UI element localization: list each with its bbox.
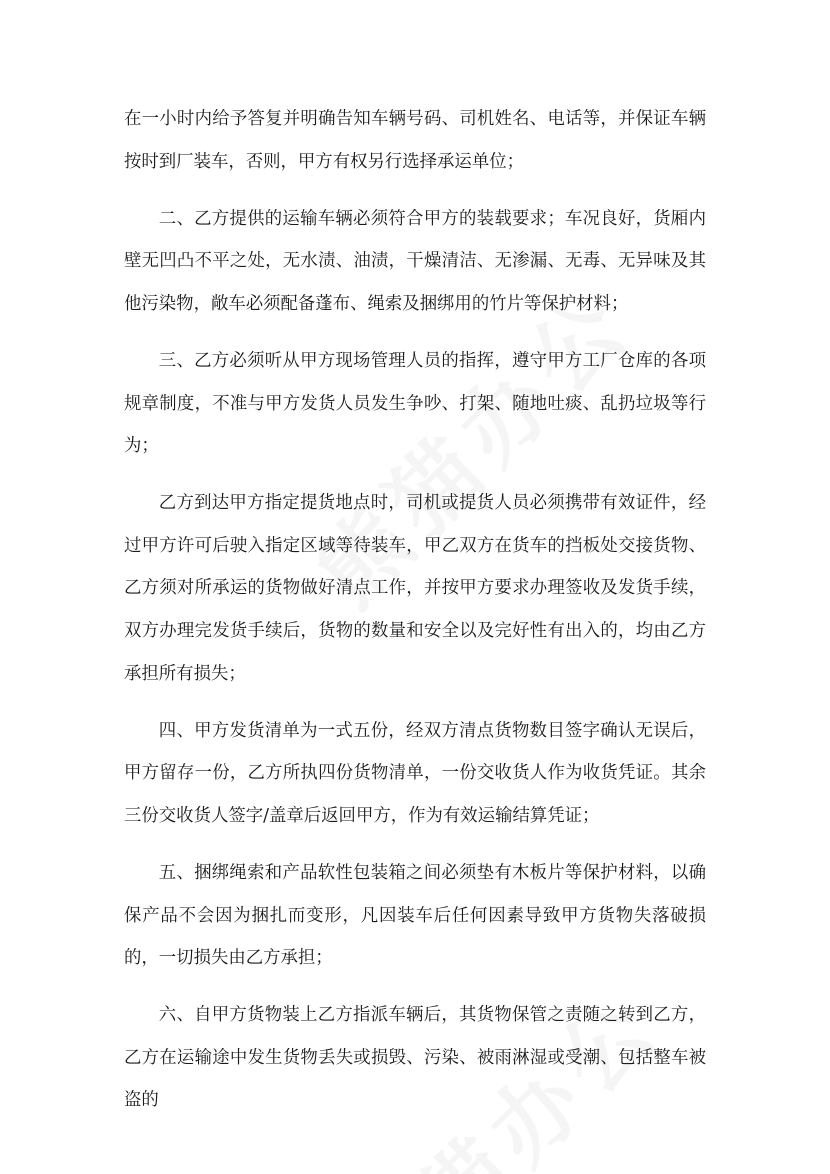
paragraph: 二、乙方提供的运输车辆必须符合甲方的装载要求；车况良好，货厢内壁无凹凸不平之处，无水渍、油渍，干燥清洁、无渗漏、无毒、无异味及其他污染物，敞车必须配备蓬布、绳索及捆绑用的竹片等保护材料； bbox=[124, 208, 706, 314]
paragraph: 六、自甲方货物装上乙方指派车辆后，其货物保管之责随之转到乙方，乙方在运输途中发生货物丢失或损毁、污染、被雨淋湿或受潮、包括整车被盗的 bbox=[124, 1005, 706, 1111]
paragraph: 在一小时内给予答复并明确告知车辆号码、司机姓名、电话等，并保证车辆按时到厂装车，否则，甲方有权另行选择承运单位； bbox=[124, 109, 706, 172]
paragraph: 乙方到达甲方指定提货地点时，司机或提货人员必须携带有效证件，经过甲方许可后驶入指定区域等待装车，甲乙双方在货车的挡板处交接货物、乙方须对所承运的货物做好清点工作，并按甲方要求办理签收及发货手续，双方办理完发货手续后，货物的数量和安全以及完好性有出入的，均由乙方承担所有损失； bbox=[124, 493, 706, 684]
paragraph: 三、乙方必须听从甲方现场管理人员的指挥，遵守甲方工厂仓库的各项规章制度，不准与甲方发货人员发生争吵、打架、随地吐痰、乱扔垃圾等行为； bbox=[124, 350, 706, 457]
paragraph: 五、捆绑绳索和产品软性包装箱之间必须垫有木板片等保护材料，以确保产品不会因为捆扎而变形，凡因装车后任何因素导致甲方货物失落破损的，一切损失由乙方承担； bbox=[124, 863, 706, 969]
document-body bbox=[124, 98, 706, 1137]
paragraph: 四、甲方发货清单为一式五份，经双方清点货物数目签字确认无误后，甲方留存一份，乙方所执四份货物清单，一份交收货人作为收货凭证。其余三份交收货人签字/盖章后返回甲方，作为有效运输结算凭证； bbox=[124, 720, 706, 826]
